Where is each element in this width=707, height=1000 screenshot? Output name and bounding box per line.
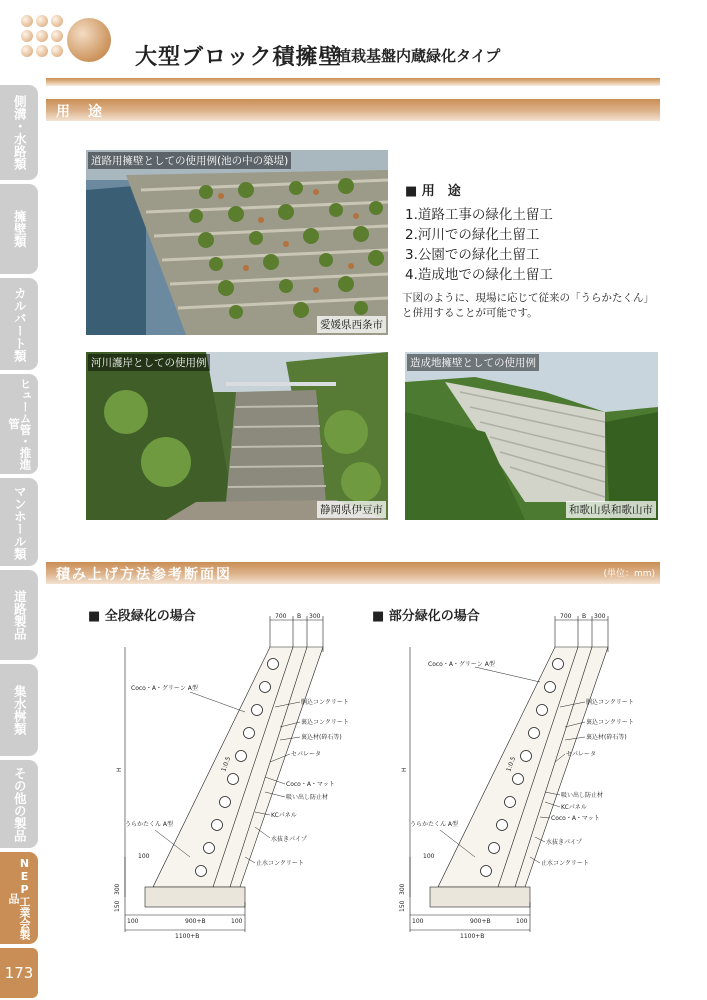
svg-text:150: 150 xyxy=(399,900,406,912)
page-title: 大型ブロック積擁壁 xyxy=(135,45,342,70)
svg-text:100: 100 xyxy=(412,918,424,925)
svg-text:1:0.5: 1:0.5 xyxy=(220,755,233,773)
svg-text:裏込材(砕石等): 裏込材(砕石等) xyxy=(586,734,627,741)
sidebar-tab-gutters[interactable]: 側溝・水路類 xyxy=(0,85,38,180)
svg-text:Coco・A・グリーン A型: Coco・A・グリーン A型 xyxy=(428,661,495,668)
svg-text:水抜きパイプ: 水抜きパイプ xyxy=(546,839,582,846)
photo-location: 和歌山県和歌山市 xyxy=(566,501,656,518)
svg-text:Coco・A・グリーン A型: Coco・A・グリーン A型 xyxy=(131,685,198,692)
photo-location: 静岡県伊豆市 xyxy=(317,501,386,518)
svg-text:300: 300 xyxy=(594,613,606,620)
svg-text:100: 100 xyxy=(516,918,528,925)
photo-caption: 河川護岸としての使用例 xyxy=(88,354,210,371)
svg-text:うらかたくん A型: うらかたくん A型 xyxy=(410,821,459,828)
svg-text:水抜きパイプ: 水抜きパイプ xyxy=(271,836,307,843)
svg-text:Coco・A・マット: Coco・A・マット xyxy=(286,781,335,788)
usage-item: 1.道路工事の緑化土留工 xyxy=(405,207,553,223)
sidebar-tab-nep[interactable]: NEP工業会製品 xyxy=(0,852,38,944)
sidebar-tab-other-products[interactable]: その他の製品 xyxy=(0,760,38,848)
svg-text:300: 300 xyxy=(399,883,406,895)
svg-text:300: 300 xyxy=(114,883,121,895)
usage-item: 3.公園での緑化土留工 xyxy=(405,247,540,263)
svg-text:B: B xyxy=(297,613,302,620)
sidebar-tab-manholes[interactable]: マンホール類 xyxy=(0,478,38,566)
svg-text:裏込材(砕石等): 裏込材(砕石等) xyxy=(301,734,342,741)
diagram-title-partial: ■ 部分緑化の場合 xyxy=(372,609,480,624)
page-number: 173 xyxy=(0,948,38,998)
sidebar-tab-retaining-walls[interactable]: 擁壁類 xyxy=(0,184,38,274)
photo-river-revetment xyxy=(86,352,388,520)
usage-heading: ■ 用 途 xyxy=(405,184,461,199)
svg-text:Coco・A・マット: Coco・A・マット xyxy=(551,815,600,822)
svg-text:150: 150 xyxy=(114,900,121,912)
svg-text:KCパネル: KCパネル xyxy=(271,812,297,819)
svg-text:セパレータ: セパレータ xyxy=(566,751,597,758)
svg-text:700: 700 xyxy=(275,613,287,620)
svg-text:裏込コンクリート: 裏込コンクリート xyxy=(586,719,634,726)
photo-caption: 道路用擁壁としての使用例(池の中の築堤) xyxy=(88,152,291,169)
photo-landfill-wall xyxy=(405,352,658,520)
photo-location: 愛媛県西条市 xyxy=(317,316,386,333)
diagram-title-full: ■ 全段緑化の場合 xyxy=(88,609,196,624)
svg-text:100: 100 xyxy=(127,918,139,925)
svg-text:900+B: 900+B xyxy=(185,918,206,925)
svg-text:胴込コンクリート: 胴込コンクリート xyxy=(586,699,634,706)
header-rule xyxy=(46,78,660,86)
svg-text:裏込コンクリート: 裏込コンクリート xyxy=(301,719,349,726)
section-bar-diagrams: 積み上げ方法参考断面図 xyxy=(46,562,660,584)
svg-text:セパレータ: セパレータ xyxy=(291,751,322,758)
svg-text:H: H xyxy=(116,767,123,772)
svg-text:止水コンクリート: 止水コンクリート xyxy=(541,860,589,867)
svg-text:吸い出し防止材: 吸い出し防止材 xyxy=(286,794,329,801)
unit-label: (単位：mm) xyxy=(603,569,655,579)
svg-text:1:0.5: 1:0.5 xyxy=(505,755,518,773)
section-bar-usage: 用 途 xyxy=(46,99,660,121)
svg-text:700: 700 xyxy=(560,613,572,620)
svg-text:止水コンクリート: 止水コンクリート xyxy=(256,860,304,867)
sidebar-tab-culverts[interactable]: カルバート類 xyxy=(0,278,38,370)
diagram-partial-greening xyxy=(380,612,634,942)
svg-text:1100+B: 1100+B xyxy=(460,933,485,940)
usage-note: 下図のように、現場に応じて従来の「うらかたくん」と併用することが可能です。 xyxy=(402,292,654,319)
sidebar-tab-catch-basins[interactable]: 集水桝類 xyxy=(0,664,38,756)
usage-item: 2.河川での緑化土留工 xyxy=(405,227,540,243)
svg-text:胴込コンクリート: 胴込コンクリート xyxy=(301,699,349,706)
svg-text:100: 100 xyxy=(231,918,243,925)
logo-dots xyxy=(20,14,110,74)
page-subtitle: 植栽基盤内蔵緑化タイプ xyxy=(336,47,501,65)
svg-text:100: 100 xyxy=(423,853,435,860)
photo-road-wall xyxy=(86,150,388,335)
svg-text:B: B xyxy=(582,613,587,620)
usage-item: 4.造成地での緑化土留工 xyxy=(405,267,553,283)
svg-text:吸い出し防止材: 吸い出し防止材 xyxy=(561,792,604,799)
svg-text:うらかたくん A型: うらかたくん A型 xyxy=(125,821,174,828)
svg-text:H: H xyxy=(401,767,408,772)
diagram-full-greening xyxy=(95,612,349,942)
svg-text:1100+B: 1100+B xyxy=(175,933,200,940)
svg-text:900+B: 900+B xyxy=(470,918,491,925)
svg-text:300: 300 xyxy=(309,613,321,620)
sidebar-tab-hume-pipes[interactable]: ヒューム管・推進管 xyxy=(0,374,38,474)
svg-text:100: 100 xyxy=(138,853,150,860)
sidebar-tab-road-products[interactable]: 道路製品 xyxy=(0,570,38,660)
photo-caption: 造成地擁壁としての使用例 xyxy=(407,354,539,371)
svg-text:KCパネル: KCパネル xyxy=(561,804,587,811)
